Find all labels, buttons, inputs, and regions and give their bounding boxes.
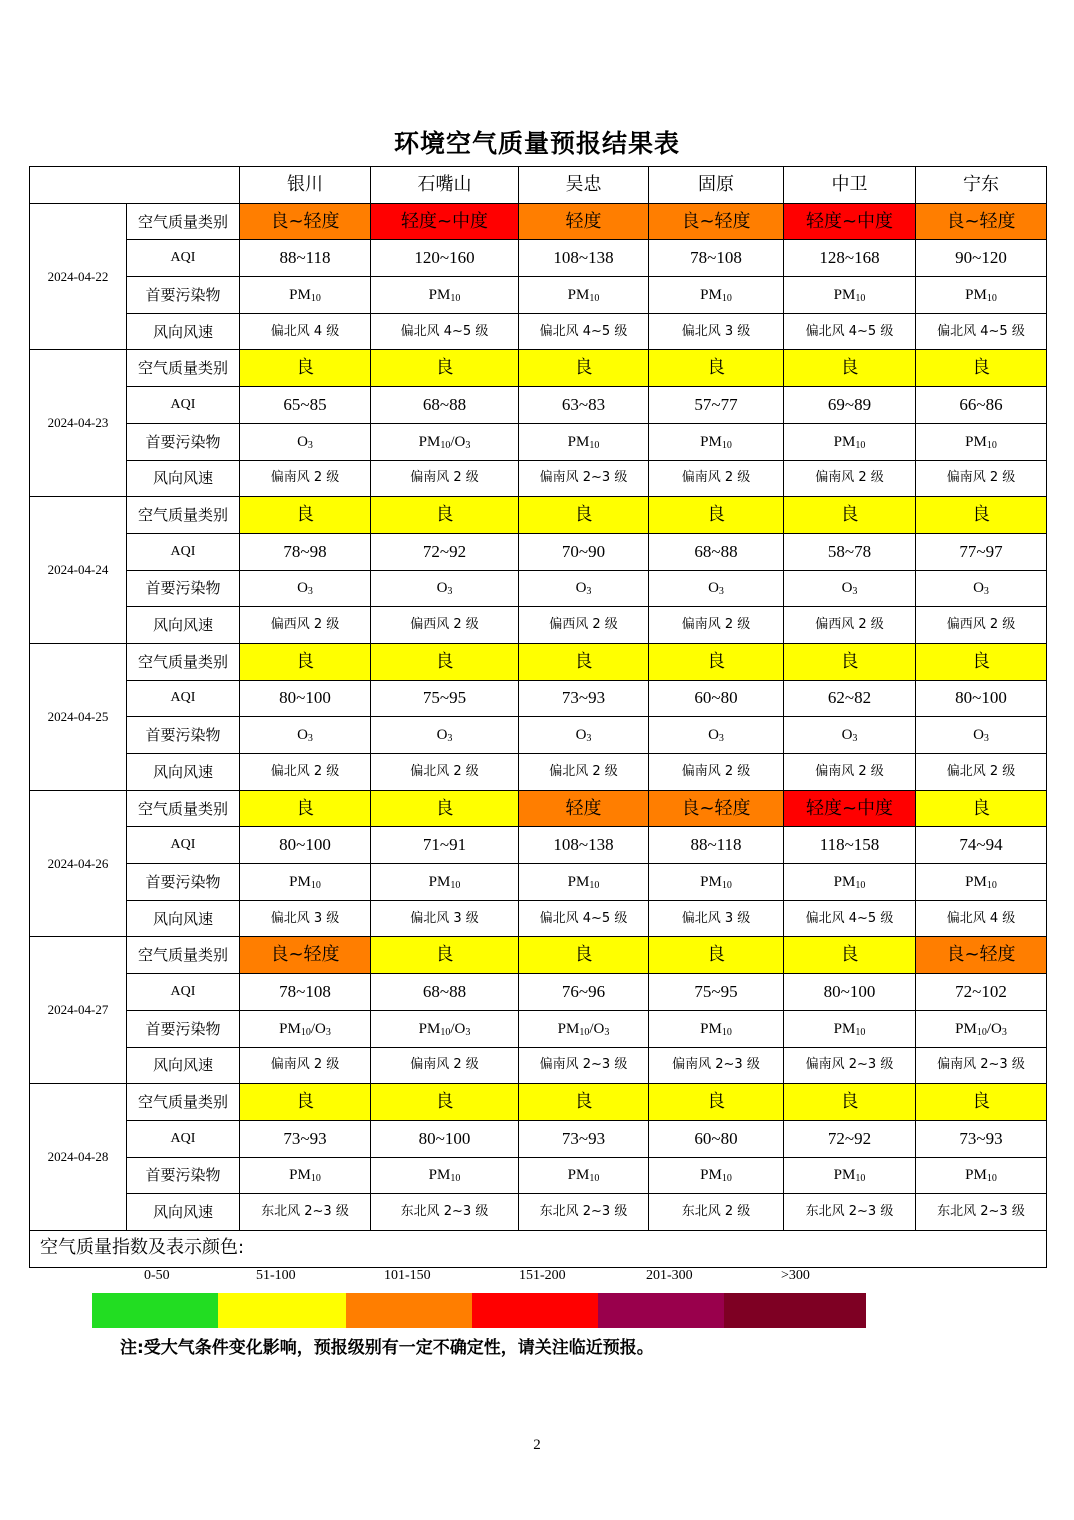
forecast-row (30, 643, 1047, 680)
aqi-cell: 108~138 (519, 240, 649, 277)
category-cell: 良~轻度 (916, 203, 1047, 240)
legend-swatch (724, 1293, 866, 1328)
category-cell: 良 (240, 790, 371, 827)
row-label: AQI (127, 827, 240, 864)
city-header: 宁东 (916, 167, 1047, 204)
pollutant-cell: $O_3$ (784, 570, 916, 607)
city-header: 石嘴山 (371, 167, 519, 204)
legend-range-label: 51-100 (256, 1267, 296, 1283)
wind-cell: 东北风 2~3 级 (519, 1194, 649, 1231)
category-cell: 良 (519, 643, 649, 680)
pollutant-cell: $PM_{10}/O_3$ (371, 423, 519, 460)
row-label: 首要污染物 (127, 570, 240, 607)
category-cell: 良~轻度 (240, 203, 371, 240)
wind-cell: 偏南风 2 级 (784, 460, 916, 497)
row-label: 风向风速 (127, 607, 240, 644)
aqi-cell: 75~95 (649, 974, 784, 1011)
forecast-row (30, 717, 1047, 754)
category-cell: 良~轻度 (649, 203, 784, 240)
row-label: 空气质量类别 (127, 350, 240, 387)
forecast-row (30, 1084, 1047, 1121)
row-label: 空气质量类别 (127, 203, 240, 240)
category-cell: 良 (371, 643, 519, 680)
pollutant-cell: $PM_{10}$ (519, 423, 649, 460)
category-cell: 轻度~中度 (784, 790, 916, 827)
category-cell: 良 (519, 350, 649, 387)
aqi-cell: 71~91 (371, 827, 519, 864)
forecast-row (30, 937, 1047, 974)
forecast-row (30, 1194, 1047, 1231)
forecast-row (30, 277, 1047, 314)
aqi-cell: 69~89 (784, 387, 916, 424)
aqi-cell: 68~88 (371, 974, 519, 1011)
pollutant-cell: $PM_{10}$ (916, 277, 1047, 314)
wind-cell: 偏西风 2 级 (519, 607, 649, 644)
wind-cell: 偏西风 2 级 (784, 607, 916, 644)
pollutant-cell: $PM_{10}/O_3$ (240, 1010, 371, 1047)
row-label: AQI (127, 533, 240, 570)
wind-cell: 偏南风 2 级 (240, 1047, 371, 1084)
pollutant-cell: $PM_{10}$ (784, 864, 916, 901)
wind-cell: 偏北风 4~5 级 (784, 313, 916, 350)
row-label: AQI (127, 974, 240, 1011)
wind-cell: 偏北风 3 级 (649, 900, 784, 937)
aqi-cell: 57~77 (649, 387, 784, 424)
header-blank-cell (30, 167, 240, 204)
legend-swatch (92, 1293, 218, 1328)
aqi-cell: 72~102 (916, 974, 1047, 1011)
legend-cell (30, 1230, 1047, 1283)
category-cell: 良 (649, 937, 784, 974)
row-label: 首要污染物 (127, 717, 240, 754)
category-cell: 良 (649, 643, 784, 680)
pollutant-cell: $O_3$ (784, 717, 916, 754)
aqi-cell: 58~78 (784, 533, 916, 570)
category-cell: 良 (916, 790, 1047, 827)
date-cell: 2024-04-24 (30, 497, 127, 644)
wind-cell: 偏北风 4~5 级 (916, 313, 1047, 350)
wind-cell: 偏南风 2~3 级 (649, 1047, 784, 1084)
forecast-row (30, 1120, 1047, 1157)
page-title: 环境空气质量预报结果表 (393, 129, 680, 158)
category-cell: 良 (784, 497, 916, 534)
category-cell: 良 (371, 1084, 519, 1121)
forecast-row (30, 313, 1047, 350)
pollutant-cell: $PM_{10}$ (371, 1157, 519, 1194)
pollutant-cell: $O_3$ (649, 570, 784, 607)
pollutant-cell: $PM_{10}$ (784, 1010, 916, 1047)
wind-cell: 偏南风 2 级 (649, 460, 784, 497)
aqi-cell: 80~100 (784, 974, 916, 1011)
forecast-row (30, 1010, 1047, 1047)
aqi-cell: 76~96 (519, 974, 649, 1011)
aqi-cell: 65~85 (240, 387, 371, 424)
legend-row (30, 1230, 1047, 1267)
row-label: 风向风速 (127, 900, 240, 937)
row-label: AQI (127, 680, 240, 717)
aqi-cell: 78~108 (240, 974, 371, 1011)
category-cell: 良 (371, 350, 519, 387)
pollutant-cell: $PM_{10}$ (784, 423, 916, 460)
wind-cell: 偏西风 2 级 (240, 607, 371, 644)
legend-title: 空气质量指数及表示颜色: (40, 1236, 245, 1258)
category-cell: 良 (916, 497, 1047, 534)
legend-range-label: 151-200 (519, 1267, 566, 1283)
wind-cell: 偏北风 3 级 (649, 313, 784, 350)
wind-cell: 偏北风 2 级 (916, 754, 1047, 791)
category-cell: 良 (240, 497, 371, 534)
wind-cell: 偏南风 2 级 (371, 1047, 519, 1084)
forecast-row (30, 570, 1047, 607)
forecast-row (30, 864, 1047, 901)
wind-cell: 东北风 2~3 级 (371, 1194, 519, 1231)
forecast-row (30, 387, 1047, 424)
pollutant-cell: $PM_{10}$ (240, 864, 371, 901)
forecast-row (30, 1047, 1047, 1084)
pollutant-cell: $PM_{10}$ (649, 277, 784, 314)
pollutant-cell: $O_3$ (240, 423, 371, 460)
category-cell: 良 (371, 937, 519, 974)
row-label: 空气质量类别 (127, 643, 240, 680)
aqi-cell: 88~118 (649, 827, 784, 864)
aqi-cell: 128~168 (784, 240, 916, 277)
pollutant-cell: $PM_{10}$ (371, 277, 519, 314)
date-cell: 2024-04-23 (30, 350, 127, 497)
aqi-cell: 60~80 (649, 680, 784, 717)
aqi-cell: 68~88 (649, 533, 784, 570)
pollutant-cell: $O_3$ (916, 570, 1047, 607)
legend-range-label: >300 (781, 1267, 810, 1283)
category-cell: 良 (371, 497, 519, 534)
forecast-row (30, 203, 1047, 240)
category-cell: 轻度 (519, 203, 649, 240)
wind-cell: 偏北风 2 级 (240, 754, 371, 791)
wind-cell: 偏北风 4 级 (240, 313, 371, 350)
forecast-row (30, 754, 1047, 791)
aqi-cell: 72~92 (784, 1120, 916, 1157)
row-label: 风向风速 (127, 1194, 240, 1231)
pollutant-cell: $O_3$ (240, 570, 371, 607)
category-cell: 良 (784, 937, 916, 974)
wind-cell: 偏南风 2~3 级 (916, 1047, 1047, 1084)
wind-cell: 偏西风 2 级 (371, 607, 519, 644)
legend-swatch (472, 1293, 598, 1328)
header-row (30, 167, 1047, 204)
row-label: 首要污染物 (127, 277, 240, 314)
category-cell: 良 (784, 350, 916, 387)
category-cell: 良 (916, 1084, 1047, 1121)
aqi-cell: 80~100 (240, 680, 371, 717)
aqi-cell: 80~100 (371, 1120, 519, 1157)
pollutant-cell: $PM_{10}$ (649, 423, 784, 460)
pollutant-cell: $PM_{10}$ (240, 1157, 371, 1194)
forecast-row (30, 240, 1047, 277)
row-label: 首要污染物 (127, 1157, 240, 1194)
wind-cell: 偏南风 2~3 级 (784, 1047, 916, 1084)
aqi-cell: 120~160 (371, 240, 519, 277)
wind-cell: 偏北风 4~5 级 (519, 313, 649, 350)
category-cell: 良 (784, 1084, 916, 1121)
legend-range-label: 0-50 (144, 1267, 170, 1283)
pollutant-cell: $PM_{10}$ (916, 864, 1047, 901)
row-label: 风向风速 (127, 313, 240, 350)
date-cell: 2024-04-22 (30, 203, 127, 350)
pollutant-cell: $O_3$ (371, 570, 519, 607)
pollutant-cell: $PM_{10}$ (519, 1157, 649, 1194)
pollutant-cell: $PM_{10}$ (916, 423, 1047, 460)
pollutant-cell: $PM_{10}$ (649, 1157, 784, 1194)
category-cell: 轻度~中度 (784, 203, 916, 240)
pollutant-cell: $PM_{10}/O_3$ (916, 1010, 1047, 1047)
aqi-cell: 70~90 (519, 533, 649, 570)
legend-swatch (598, 1293, 724, 1328)
category-cell: 良 (649, 350, 784, 387)
page-number: 2 (533, 1437, 541, 1453)
category-cell: 良 (519, 497, 649, 534)
row-label: 首要污染物 (127, 864, 240, 901)
row-label: 风向风速 (127, 1047, 240, 1084)
aqi-cell: 73~93 (240, 1120, 371, 1157)
date-cell: 2024-04-25 (30, 643, 127, 790)
forecast-row (30, 460, 1047, 497)
wind-cell: 偏南风 2 级 (240, 460, 371, 497)
category-cell: 良 (916, 643, 1047, 680)
wind-cell: 偏南风 2 级 (784, 754, 916, 791)
pollutant-cell: $O_3$ (519, 717, 649, 754)
forecast-row (30, 790, 1047, 827)
category-cell: 良 (519, 937, 649, 974)
aqi-cell: 73~93 (519, 1120, 649, 1157)
category-cell: 轻度 (519, 790, 649, 827)
aqi-cell: 60~80 (649, 1120, 784, 1157)
category-cell: 良~轻度 (240, 937, 371, 974)
row-label: 空气质量类别 (127, 790, 240, 827)
category-cell: 轻度~中度 (371, 203, 519, 240)
aqi-cell: 108~138 (519, 827, 649, 864)
wind-cell: 偏南风 2 级 (371, 460, 519, 497)
row-label: AQI (127, 1120, 240, 1157)
legend-swatch (346, 1293, 472, 1328)
category-cell: 良~轻度 (649, 790, 784, 827)
row-label: 风向风速 (127, 460, 240, 497)
pollutant-cell: $PM_{10}$ (519, 277, 649, 314)
wind-cell: 东北风 2~3 级 (240, 1194, 371, 1231)
forecast-row (30, 423, 1047, 460)
forecast-row (30, 827, 1047, 864)
row-label: 空气质量类别 (127, 937, 240, 974)
forecast-row (30, 350, 1047, 387)
wind-cell: 偏北风 2 级 (371, 754, 519, 791)
wind-cell: 东北风 2 级 (649, 1194, 784, 1231)
pollutant-cell: $O_3$ (649, 717, 784, 754)
date-cell: 2024-04-27 (30, 937, 127, 1084)
category-cell: 良 (784, 643, 916, 680)
category-cell: 良~轻度 (916, 937, 1047, 974)
aqi-cell: 80~100 (916, 680, 1047, 717)
forecast-row (30, 1157, 1047, 1194)
forecast-row (30, 607, 1047, 644)
disclaimer-note: 注:受大气条件变化影响，预报级别有一定不确定性，请关注临近预报。 (120, 1338, 654, 1358)
aqi-cell: 90~120 (916, 240, 1047, 277)
wind-cell: 偏南风 2~3 级 (519, 1047, 649, 1084)
wind-cell: 偏北风 4 级 (916, 900, 1047, 937)
aqi-cell: 80~100 (240, 827, 371, 864)
legend-range-label: 101-150 (384, 1267, 431, 1283)
row-label: 首要污染物 (127, 423, 240, 460)
city-header: 固原 (649, 167, 784, 204)
pollutant-cell: $O_3$ (916, 717, 1047, 754)
legend-swatch (218, 1293, 346, 1328)
forecast-row (30, 974, 1047, 1011)
row-label: 空气质量类别 (127, 1084, 240, 1121)
pollutant-cell: $O_3$ (519, 570, 649, 607)
aqi-cell: 72~92 (371, 533, 519, 570)
forecast-table (29, 166, 1047, 1283)
row-label: 空气质量类别 (127, 497, 240, 534)
row-label: AQI (127, 240, 240, 277)
pollutant-cell: $PM_{10}$ (649, 1010, 784, 1047)
row-label: 风向风速 (127, 754, 240, 791)
wind-cell: 偏西风 2 级 (916, 607, 1047, 644)
date-cell: 2024-04-26 (30, 790, 127, 937)
category-cell: 良 (240, 1084, 371, 1121)
forecast-row (30, 900, 1047, 937)
wind-cell: 偏北风 4~5 级 (784, 900, 916, 937)
category-cell: 良 (519, 1084, 649, 1121)
category-cell: 良 (240, 643, 371, 680)
category-cell: 良 (371, 790, 519, 827)
aqi-cell: 73~93 (916, 1120, 1047, 1157)
forecast-row (30, 680, 1047, 717)
aqi-cell: 77~97 (916, 533, 1047, 570)
category-cell: 良 (649, 497, 784, 534)
row-label: 首要污染物 (127, 1010, 240, 1047)
aqi-cell: 73~93 (519, 680, 649, 717)
wind-cell: 偏北风 4~5 级 (519, 900, 649, 937)
pollutant-cell: $PM_{10}/O_3$ (519, 1010, 649, 1047)
wind-cell: 偏南风 2 级 (649, 607, 784, 644)
wind-cell: 偏北风 4~5 级 (371, 313, 519, 350)
wind-cell: 偏北风 2 级 (519, 754, 649, 791)
city-header: 吴忠 (519, 167, 649, 204)
aqi-cell: 74~94 (916, 827, 1047, 864)
wind-cell: 偏南风 2 级 (916, 460, 1047, 497)
pollutant-cell: $O_3$ (371, 717, 519, 754)
date-cell: 2024-04-28 (30, 1084, 127, 1231)
pollutant-cell: $PM_{10}$ (784, 277, 916, 314)
legend-range-label: 201-300 (646, 1267, 693, 1283)
wind-cell: 偏南风 2~3 级 (519, 460, 649, 497)
pollutant-cell: $PM_{10}$ (649, 864, 784, 901)
aqi-cell: 68~88 (371, 387, 519, 424)
wind-cell: 东北风 2~3 级 (784, 1194, 916, 1231)
aqi-cell: 75~95 (371, 680, 519, 717)
category-cell: 良 (649, 1084, 784, 1121)
aqi-cell: 78~98 (240, 533, 371, 570)
forecast-row (30, 497, 1047, 534)
aqi-cell: 88~118 (240, 240, 371, 277)
pollutant-cell: $PM_{10}$ (519, 864, 649, 901)
wind-cell: 偏北风 3 级 (371, 900, 519, 937)
aqi-cell: 66~86 (916, 387, 1047, 424)
wind-cell: 偏南风 2 级 (649, 754, 784, 791)
pollutant-cell: $PM_{10}/O_3$ (371, 1010, 519, 1047)
city-header: 银川 (240, 167, 371, 204)
forecast-row (30, 533, 1047, 570)
aqi-cell: 62~82 (784, 680, 916, 717)
wind-cell: 偏北风 3 级 (240, 900, 371, 937)
category-cell: 良 (240, 350, 371, 387)
wind-cell: 东北风 2~3 级 (916, 1194, 1047, 1231)
aqi-cell: 63~83 (519, 387, 649, 424)
aqi-cell: 118~158 (784, 827, 916, 864)
pollutant-cell: $PM_{10}$ (371, 864, 519, 901)
pollutant-cell: $PM_{10}$ (240, 277, 371, 314)
city-header: 中卫 (784, 167, 916, 204)
row-label: AQI (127, 387, 240, 424)
pollutant-cell: $O_3$ (240, 717, 371, 754)
category-cell: 良 (916, 350, 1047, 387)
pollutant-cell: $PM_{10}$ (916, 1157, 1047, 1194)
aqi-cell: 78~108 (649, 240, 784, 277)
pollutant-cell: $PM_{10}$ (784, 1157, 916, 1194)
